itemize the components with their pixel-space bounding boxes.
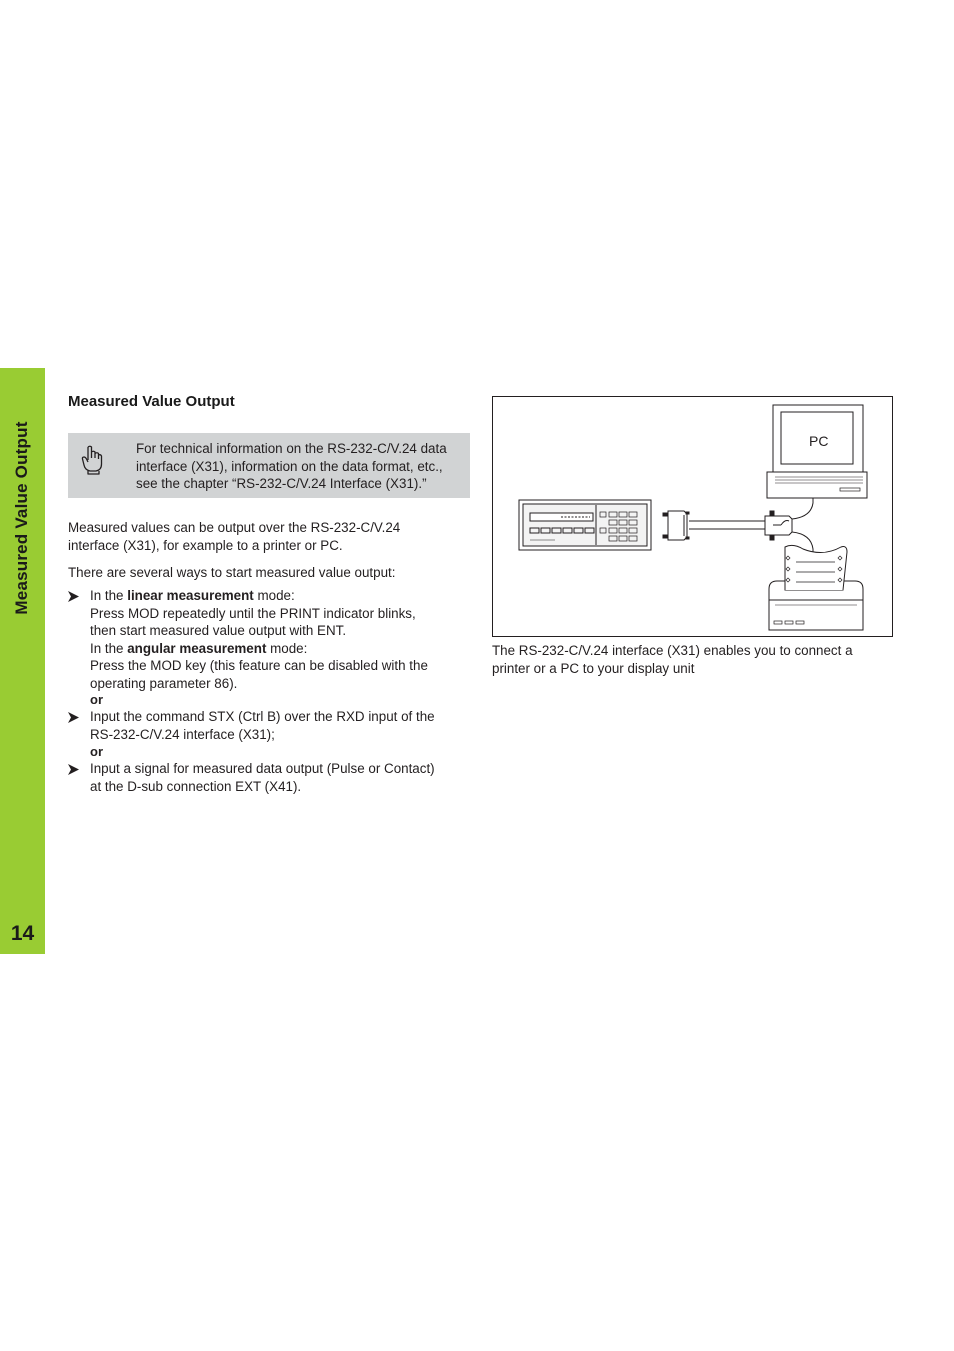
arrow-bullet-icon	[68, 712, 79, 723]
bullet-line: Input the command STX (Ctrl B) over the RXD input of the	[90, 709, 435, 724]
connector-left-icon	[663, 511, 689, 540]
bullet-line: Press the MOD key (this feature can be disabled with the	[90, 658, 428, 673]
connection-diagram-drawing	[493, 397, 894, 638]
text-run: In the	[90, 588, 128, 603]
caption-line: The RS-232-C/V.24 interface (X31) enables you to connect a	[492, 643, 853, 658]
text-run: mode:	[266, 640, 308, 656]
intro-paragraph-2: There are several ways to start measured value output:	[68, 565, 396, 580]
bullet-line: then start measured value output with ENT.	[90, 623, 347, 638]
intro-paragraph	[68, 519, 470, 554]
note-text	[136, 440, 466, 493]
page-number: 14	[10, 922, 35, 945]
connection-diagram	[492, 396, 893, 637]
note-line: see the chapter “RS-232-C/V.24 Interface (X31).”	[136, 476, 427, 491]
bullet-item-ext	[90, 760, 470, 795]
note-line: For technical information on the RS-232-C/V.24 data	[136, 441, 447, 456]
figure-caption	[492, 642, 894, 677]
or-separator: or	[90, 692, 103, 707]
y-adapter-icon	[765, 511, 792, 540]
linear-mode-heading	[90, 587, 470, 605]
linear-measurement-term: linear measurement	[127, 588, 254, 603]
note-line: interface (X31), information on the data format, etc.,	[136, 458, 443, 474]
angular-measurement-term: angular measurement	[127, 640, 267, 656]
note-box	[68, 433, 470, 498]
bullet-item-stx	[90, 708, 470, 743]
pc-label: PC	[809, 433, 829, 449]
arrow-bullet-icon	[68, 591, 79, 602]
or-separator: or	[90, 744, 103, 759]
pc-icon	[767, 405, 867, 498]
bullet-line: at the D-sub connection EXT (X41).	[90, 778, 302, 794]
bullet-line: Input a signal for measured data output (Pulse or Contact)	[90, 761, 435, 776]
text-run: In the	[90, 640, 128, 656]
intro-line: Measured values can be output over the RS-232-C/V.24	[68, 520, 401, 535]
arrow-bullet-icon	[68, 764, 79, 775]
bullet-item-linear-angular	[90, 587, 470, 692]
section-title: Measured Value Output	[68, 393, 235, 410]
bullet-line: RS-232-C/V.24 interface (X31);	[90, 726, 275, 742]
angular-mode-heading	[90, 640, 470, 658]
pointing-hand-icon	[80, 445, 104, 475]
text-run: mode:	[253, 588, 295, 603]
chapter-tab-title: Measured Value Output	[12, 421, 31, 615]
intro-line: interface (X31), for example to a printer or PC.	[68, 537, 343, 553]
bullet-line: Press MOD repeatedly until the PRINT indicator blinks,	[90, 605, 416, 621]
printer-icon	[769, 545, 863, 630]
caption-line: printer or a PC to your display unit	[492, 660, 695, 676]
bullet-line: operating parameter 86).	[90, 675, 238, 691]
